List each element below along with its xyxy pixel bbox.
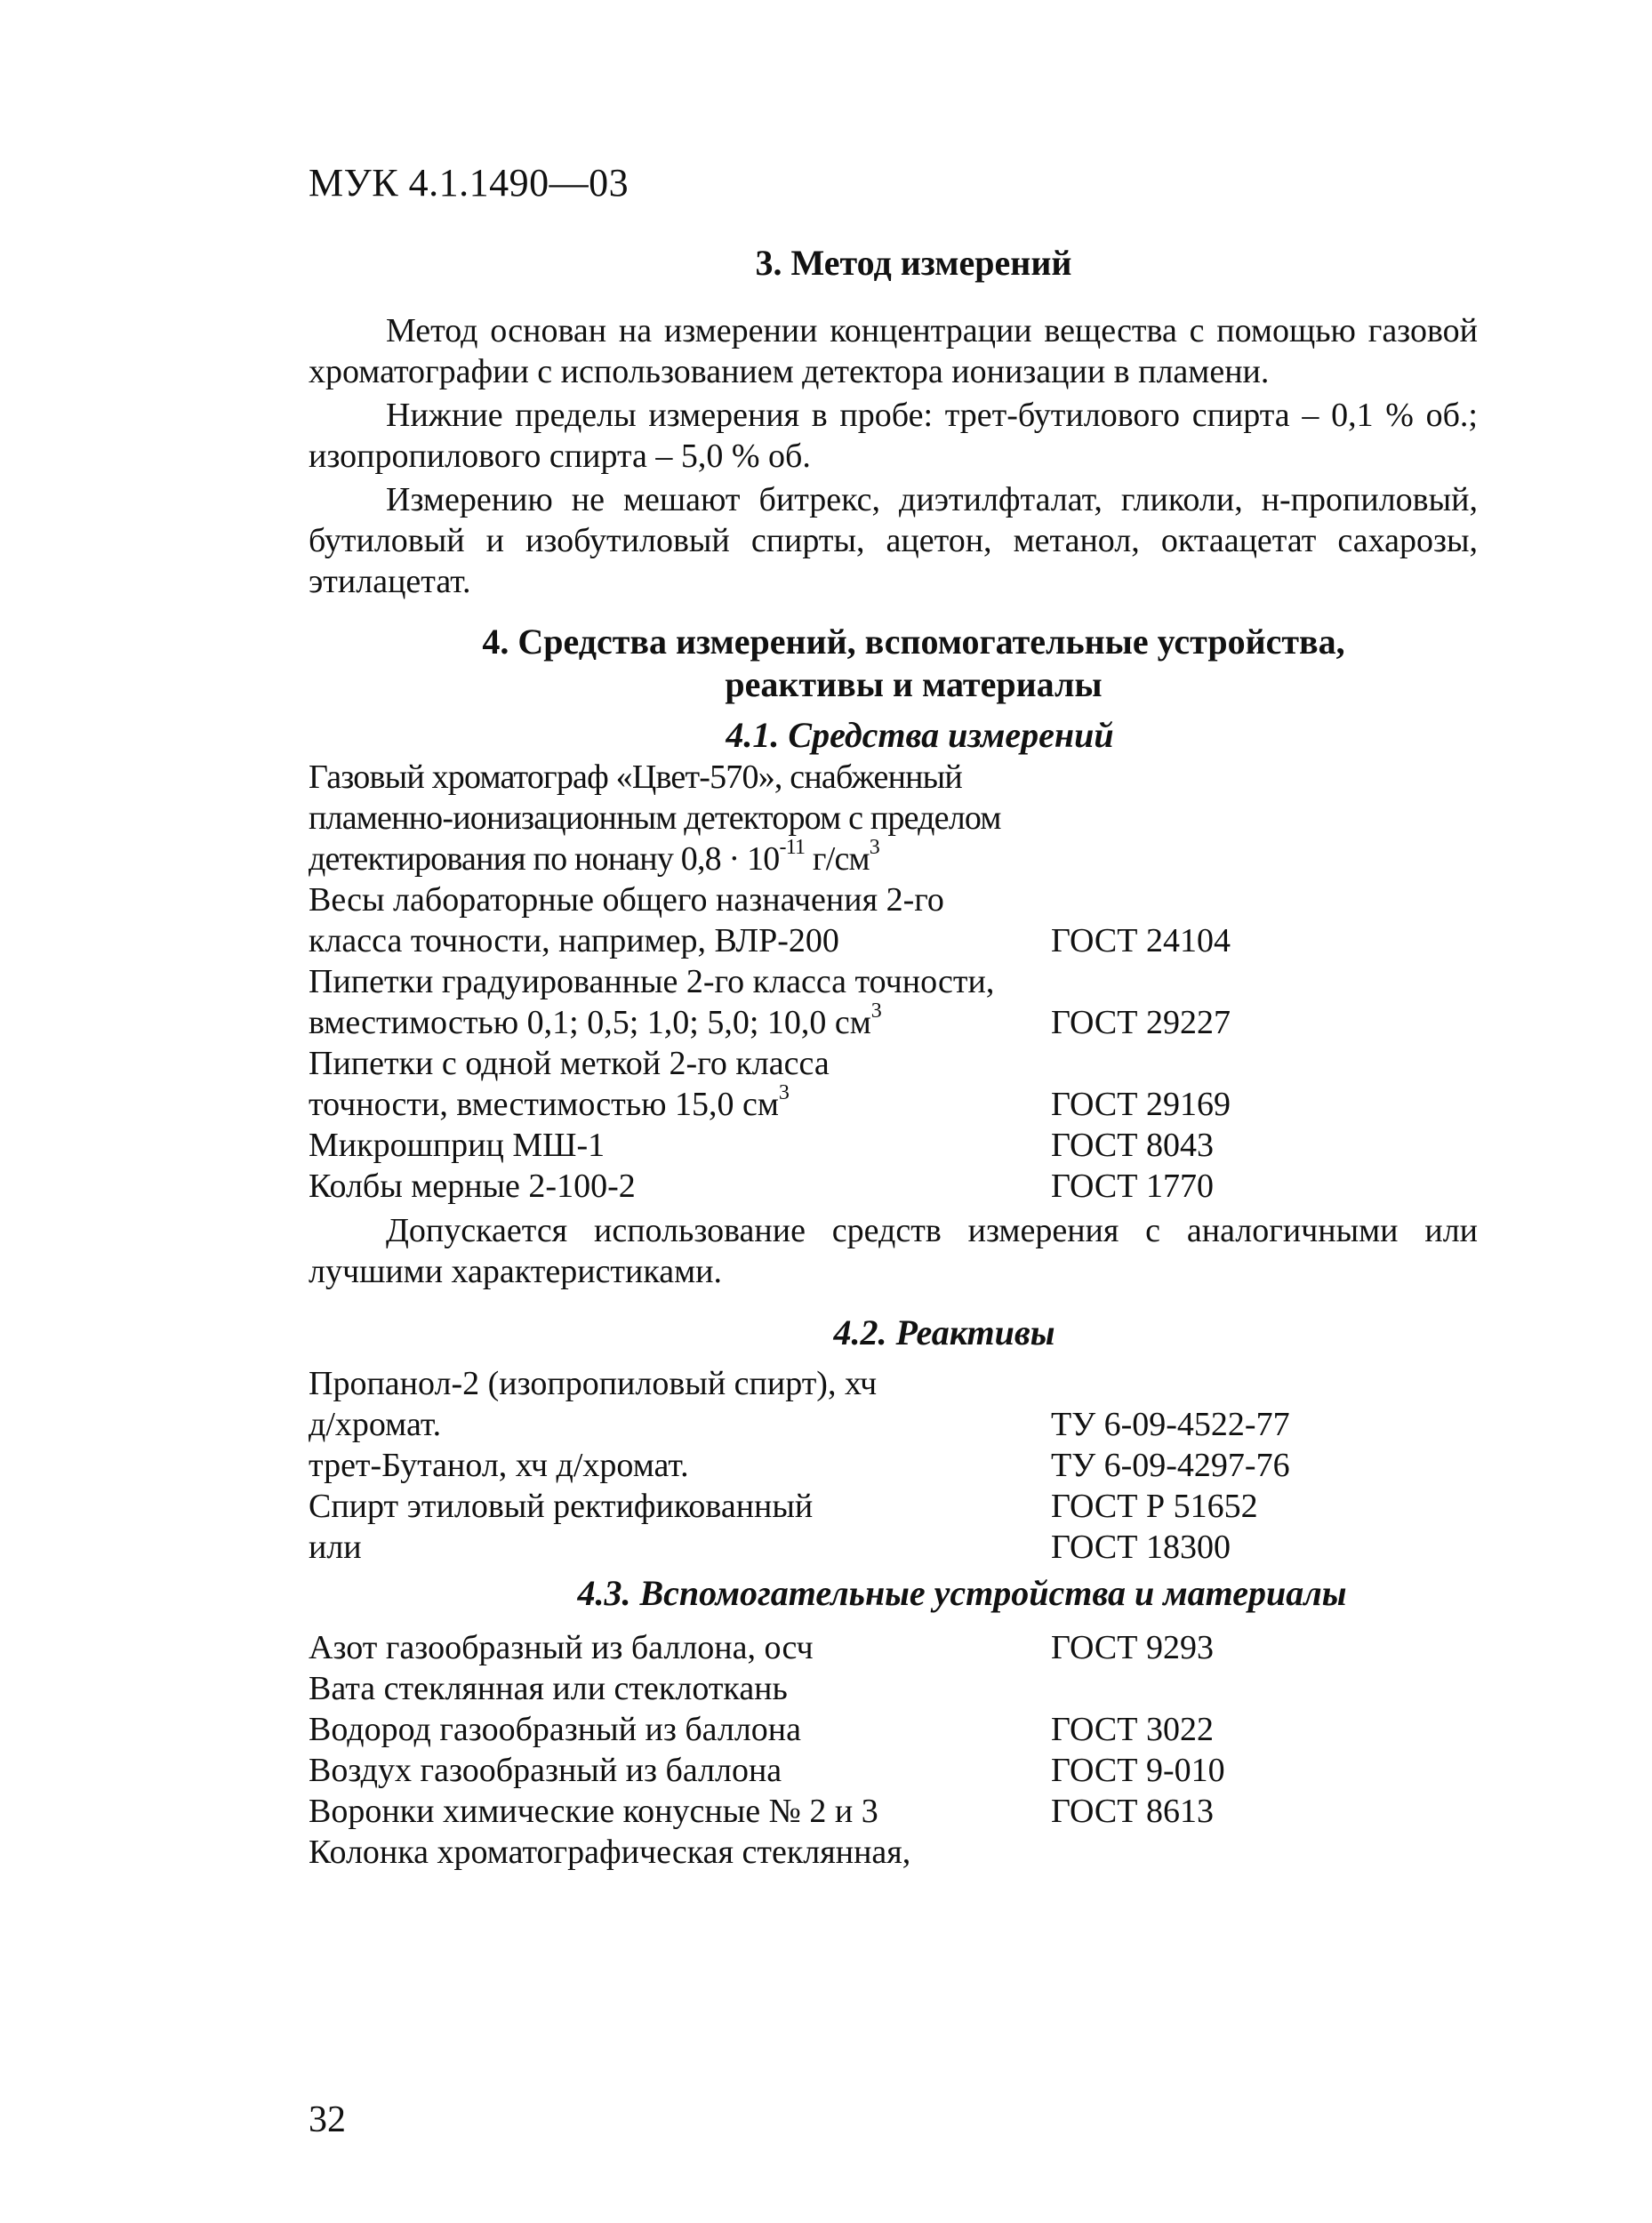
list-item xyxy=(309,757,1478,879)
item-standard: ГОСТ 3022 xyxy=(1051,1711,1214,1748)
list-item xyxy=(309,879,1478,961)
section-4-title xyxy=(309,621,1478,706)
auxiliary-materials-list xyxy=(309,1627,1478,1873)
list-item xyxy=(309,1486,1478,1527)
list-item xyxy=(309,1166,1478,1207)
item-name: Спирт этиловый ректификованный xyxy=(309,1488,814,1525)
item-name: Пипетки градуированные 2-го класса точности, вместимостью 0,1; 0,5; 1,0; 5,0; 10,0 $см^3$ xyxy=(309,963,995,1041)
item-name: Весы лабораторные общего назначения 2-го класса точности, например, ВЛР-200 xyxy=(309,881,944,959)
item-name: Колбы мерные 2-100-2 xyxy=(309,1168,636,1205)
item-standard: ГОСТ 18300 xyxy=(1051,1529,1231,1566)
method-paragraph-3: Измерению не мешают битрекс, диэтилфталат, гликоли, н-пропиловый, бутиловый и изобутиловый спирты, ацетон, метанол, октаацетат сахарозы, этилацетат. xyxy=(309,481,1478,600)
subsection-4-2-title: 4.2. Реактивы xyxy=(833,1312,1055,1352)
item-name: Воздух газообразный из баллона xyxy=(309,1752,782,1789)
item-name: Азот газообразный из баллона, осч xyxy=(309,1629,814,1666)
item-name: Колонка хроматографическая стеклянная, xyxy=(309,1834,911,1871)
list-item xyxy=(309,1445,1478,1486)
list-item xyxy=(309,1668,1478,1709)
item-standard: ГОСТ 9293 xyxy=(1051,1629,1214,1666)
item-standard: ГОСТ 29227 xyxy=(1051,1004,1231,1041)
page-content xyxy=(309,242,1478,1873)
item-standard: ТУ 6-09-4522-77 xyxy=(1051,1406,1290,1443)
list-item xyxy=(309,1627,1478,1668)
list-item xyxy=(309,1527,1478,1568)
page-number: 32 xyxy=(309,2099,346,2140)
list-item xyxy=(309,1791,1478,1832)
item-name: Газовый хроматограф «Цвет-570», снабженный пламенно-ионизационным детектором с пределом детектирования по нонану $0,8 \cdot 10^{-11}$ $г/см^3$ xyxy=(309,758,1001,878)
item-standard: ГОСТ 24104 xyxy=(1051,922,1231,959)
list-item xyxy=(309,1832,1478,1873)
item-standard: ГОСТ Р 51652 xyxy=(1051,1488,1258,1525)
list-item xyxy=(309,1750,1478,1791)
item-standard: ГОСТ 8613 xyxy=(1051,1793,1214,1830)
method-paragraph-1: Метод основан на измерении концентрации вещества с помощью газовой хроматографии с использованием детектора ионизации в пламени. xyxy=(309,312,1478,390)
item-name: трет-Бутанол, хч д/хромат. xyxy=(309,1447,689,1484)
method-paragraph-2: Нижние пределы измерения в пробе: трет-бутилового спирта – 0,1 % об.; изопропилового спирта – 5,0 % об. xyxy=(309,397,1478,475)
item-standard: ГОСТ 9-010 xyxy=(1051,1752,1225,1789)
measuring-instruments-list xyxy=(309,757,1478,1207)
item-standard: ГОСТ 8043 xyxy=(1051,1127,1214,1164)
list-item xyxy=(309,961,1478,1043)
document-code: МУК 4.1.1490—03 xyxy=(309,161,630,205)
item-name: Пропанол-2 (изопропиловый спирт), хч д/хромат. xyxy=(309,1365,878,1443)
section-4-title-line-2: реактивы и материалы xyxy=(725,664,1103,704)
list-item xyxy=(309,1125,1478,1166)
list-item xyxy=(309,1709,1478,1750)
item-name: или xyxy=(309,1529,362,1566)
list-item xyxy=(309,1363,1478,1445)
item-standard: ГОСТ 29169 xyxy=(1051,1086,1231,1123)
subsection-4-3-title: 4.3. Вспомогательные устройства и материалы xyxy=(577,1573,1347,1613)
reagents-list xyxy=(309,1363,1478,1568)
item-name: Воронки химические конусные № 2 и 3 xyxy=(309,1793,878,1830)
item-name: Водород газообразный из баллона xyxy=(309,1711,801,1748)
section-3-title: 3. Метод измерений xyxy=(755,243,1072,283)
item-standard: ТУ 6-09-4297-76 xyxy=(1051,1447,1290,1484)
section-4-title-line-1: 4. Средства измерений, вспомогательные устройства, xyxy=(482,622,1345,662)
item-name: Пипетки с одной меткой 2-го класса точности, вместимостью 15,0 $см^3$ xyxy=(309,1045,830,1123)
list-item xyxy=(309,1043,1478,1125)
item-standard: ГОСТ 1770 xyxy=(1051,1168,1214,1205)
item-name: Вата стеклянная или стеклоткань xyxy=(309,1670,788,1707)
substitution-note: Допускается использование средств измерения с аналогичными или лучшими характеристиками. xyxy=(309,1212,1478,1290)
subsection-4-1-title: 4.1. Средства измерений xyxy=(726,715,1114,755)
item-name: Микрошприц МШ-1 xyxy=(309,1127,605,1164)
